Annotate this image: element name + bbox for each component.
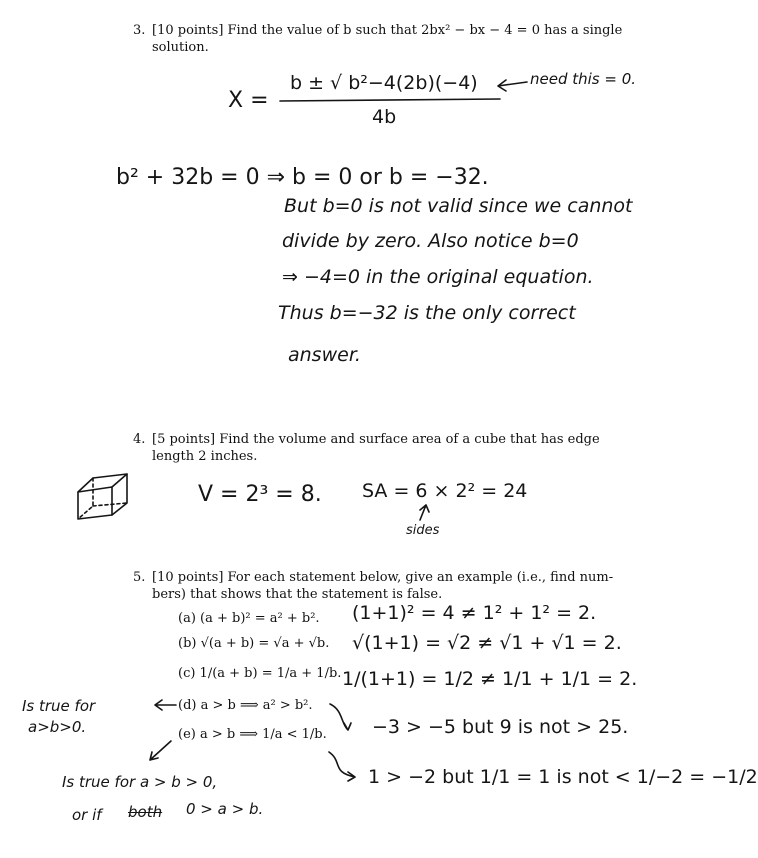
formula-note: need this = 0. (530, 70, 637, 88)
statement-b: (b) √(a + b) = √a + √b. (178, 636, 330, 651)
surface-area-answer: SA = 6 × 2² = 24 (362, 480, 528, 502)
note-d-line-1: Is true for (22, 697, 96, 715)
solution-line-3: divide by zero. Also notice b=0 (282, 230, 579, 252)
answer-e-connector-icon (329, 752, 355, 781)
answer-b: √(1+1) = √2 ≠ √1 + √1 = 2. (352, 632, 622, 654)
volume-answer: V = 2³ = 8. (198, 482, 322, 507)
answer-e: 1 > −2 but 1/1 = 1 is not < 1/−2 = −1/2 (368, 766, 758, 788)
solution-line-1: b² + 32b = 0 ⇒ b = 0 or b = −32. (116, 165, 489, 190)
solution-line-6: answer. (288, 344, 361, 366)
problem-5-number: 5. (133, 570, 146, 585)
statement-d: (d) a > b ⟹ a² > b². (178, 698, 313, 713)
note-e-arrow-icon (150, 741, 171, 760)
note-d-line-2: a>b>0. (28, 718, 87, 736)
statement-c: (c) 1/(a + b) = 1/a + 1/b. (178, 666, 342, 681)
solution-line-4: ⇒ −4=0 in the original equation. (282, 266, 594, 288)
formula-lhs: X = (228, 88, 269, 113)
problem-5-prompt-cont: bers) that shows that the statement is false. (152, 587, 443, 602)
note-e-line-3: 0 > a > b. (186, 800, 264, 818)
answer-c: 1/(1+1) = 1/2 ≠ 1/1 + 1/1 = 2. (342, 668, 638, 690)
note-e-struck-word: both (128, 803, 163, 821)
problem-3-number: 3. (133, 23, 146, 38)
sides-note: sides (406, 523, 440, 538)
formula-numerator: b ± √ b²−4(2b)(−4) (290, 72, 478, 94)
solution-line-2: But b=0 is not valid since we cannot (284, 195, 633, 217)
note-e-line-2: or if (72, 806, 102, 824)
note-e-line-1: Is true for a > b > 0, (62, 773, 218, 791)
sides-arrow-icon (420, 505, 429, 520)
note-d-arrow-icon (155, 700, 176, 710)
answer-a: (1+1)² = 4 ≠ 1² + 1² = 2. (352, 602, 597, 624)
discriminant-arrow-icon (498, 80, 527, 91)
problem-3-prompt-cont: solution. (152, 40, 209, 55)
problem-4-prompt-cont: length 2 inches. (152, 449, 258, 464)
problem-3-prompt: [10 points] Find the value of b such that 2bx² − bx − 4 = 0 has a single (152, 23, 623, 38)
cube-sketch-icon (78, 474, 127, 519)
statement-a: (a) (a + b)² = a² + b². (178, 611, 320, 626)
problem-5-prompt: [10 points] For each statement below, give an example (i.e., find num- (152, 570, 614, 585)
formula-denominator: 4b (372, 106, 397, 128)
answer-d-connector-icon (330, 704, 351, 730)
solution-line-5: Thus b=−32 is the only correct (278, 302, 576, 324)
problem-4-prompt: [5 points] Find the volume and surface area of a cube that has edge (152, 432, 600, 447)
statement-e: (e) a > b ⟹ 1/a < 1/b. (178, 727, 327, 742)
answer-d: −3 > −5 but 9 is not > 25. (372, 716, 629, 738)
problem-4-number: 4. (133, 432, 146, 447)
fraction-bar (280, 99, 500, 101)
